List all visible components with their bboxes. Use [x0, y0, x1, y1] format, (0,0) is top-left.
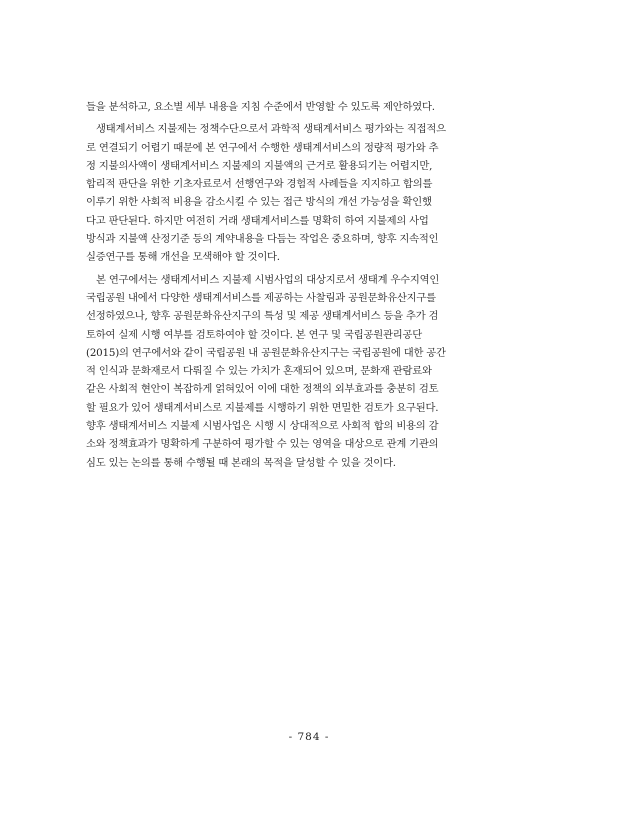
paragraph — [86, 120, 532, 266]
text-line: 생태계서비스 지불제는 정책수단으로서 과학적 생태계서비스 평가와는 직접적으 — [96, 123, 446, 136]
page-body — [86, 98, 532, 472]
text-line: 방식과 지불액 산정기준 등의 계약내용을 다듬는 작업은 중요하며, 향후 지속적인 — [86, 233, 439, 246]
text-line: 본 연구에서는 생태계서비스 지불제 시범사업의 대상지로서 생태계 우수지역인 — [96, 273, 440, 286]
page-number: - 784 - — [288, 731, 330, 743]
text-line: 들을 분석하고, 요소별 세부 내용을 지침 수준에서 반영할 수 있도록 제안하였다. — [86, 101, 435, 113]
text-line: 할 필요가 있어 생태계서비스로 지불제를 시행하기 위한 면밀한 검토가 요구된다. — [86, 401, 439, 414]
text-line: 토하여 실제 시행 여부를 검토하여야 할 것이다. 본 연구 및 국립공원관리공단 — [86, 328, 422, 341]
text-line: 선정하였으나, 향후 공원문화유산지구의 특성 및 제공 생태계서비스 등을 추가 검 — [86, 310, 439, 323]
text-line: 적 인식과 문화재로서 다뤄질 수 있는 가치가 혼재되어 있으며, 문화재 관람료와 — [86, 365, 432, 378]
text-line: 로 연결되기 어렵기 때문에 본 연구에서 수행한 생태계서비스의 정량적 평가와 추 — [86, 141, 439, 154]
text-line: 합리적 판단을 위한 기초자료로서 선행연구와 경험적 사례들을 지지하고 합의를 — [86, 178, 433, 191]
text-line: (2015)의 연구에서와 같이 국립공원 내 공원문화유산지구는 국립공원에 대한 공간 — [86, 346, 446, 359]
paragraph — [86, 271, 532, 472]
text-line: 향후 생태계서비스 지불제 시범사업은 시행 시 상대적으로 사회적 합의 비용의 감 — [86, 420, 439, 433]
paragraph — [86, 98, 532, 116]
text-line: 이루기 위한 사회적 비용을 감소시킬 수 있는 접근 방식의 개선 가능성을 확인했 — [86, 196, 432, 209]
text-line: 같은 사회적 현안이 복잡하게 얽혀있어 이에 대한 정책의 외부효과를 충분히 검토 — [86, 383, 439, 396]
text-line: 소와 정책효과가 명확하게 구분하여 평가할 수 있는 영역을 대상으로 관계 기관의 — [86, 438, 439, 451]
text-line: 심도 있는 논의를 통해 수행될 때 본래의 목적을 달성할 수 있을 것이다. — [86, 456, 396, 469]
text-line: 실증연구를 통해 개선을 모색해야 할 것이다. — [86, 251, 280, 264]
text-line: 국립공원 내에서 다양한 생태계서비스를 제공하는 사찰림과 공원문화유산지구를 — [86, 291, 436, 304]
text-line: 정 지불의사액이 생태계서비스 지불제의 지불액의 근거로 활용되기는 어렵지만, — [86, 159, 433, 172]
text-line: 다고 판단된다. 하지만 여전히 거래 생태계서비스를 명확히 하여 지불제의 사업 — [86, 214, 429, 227]
